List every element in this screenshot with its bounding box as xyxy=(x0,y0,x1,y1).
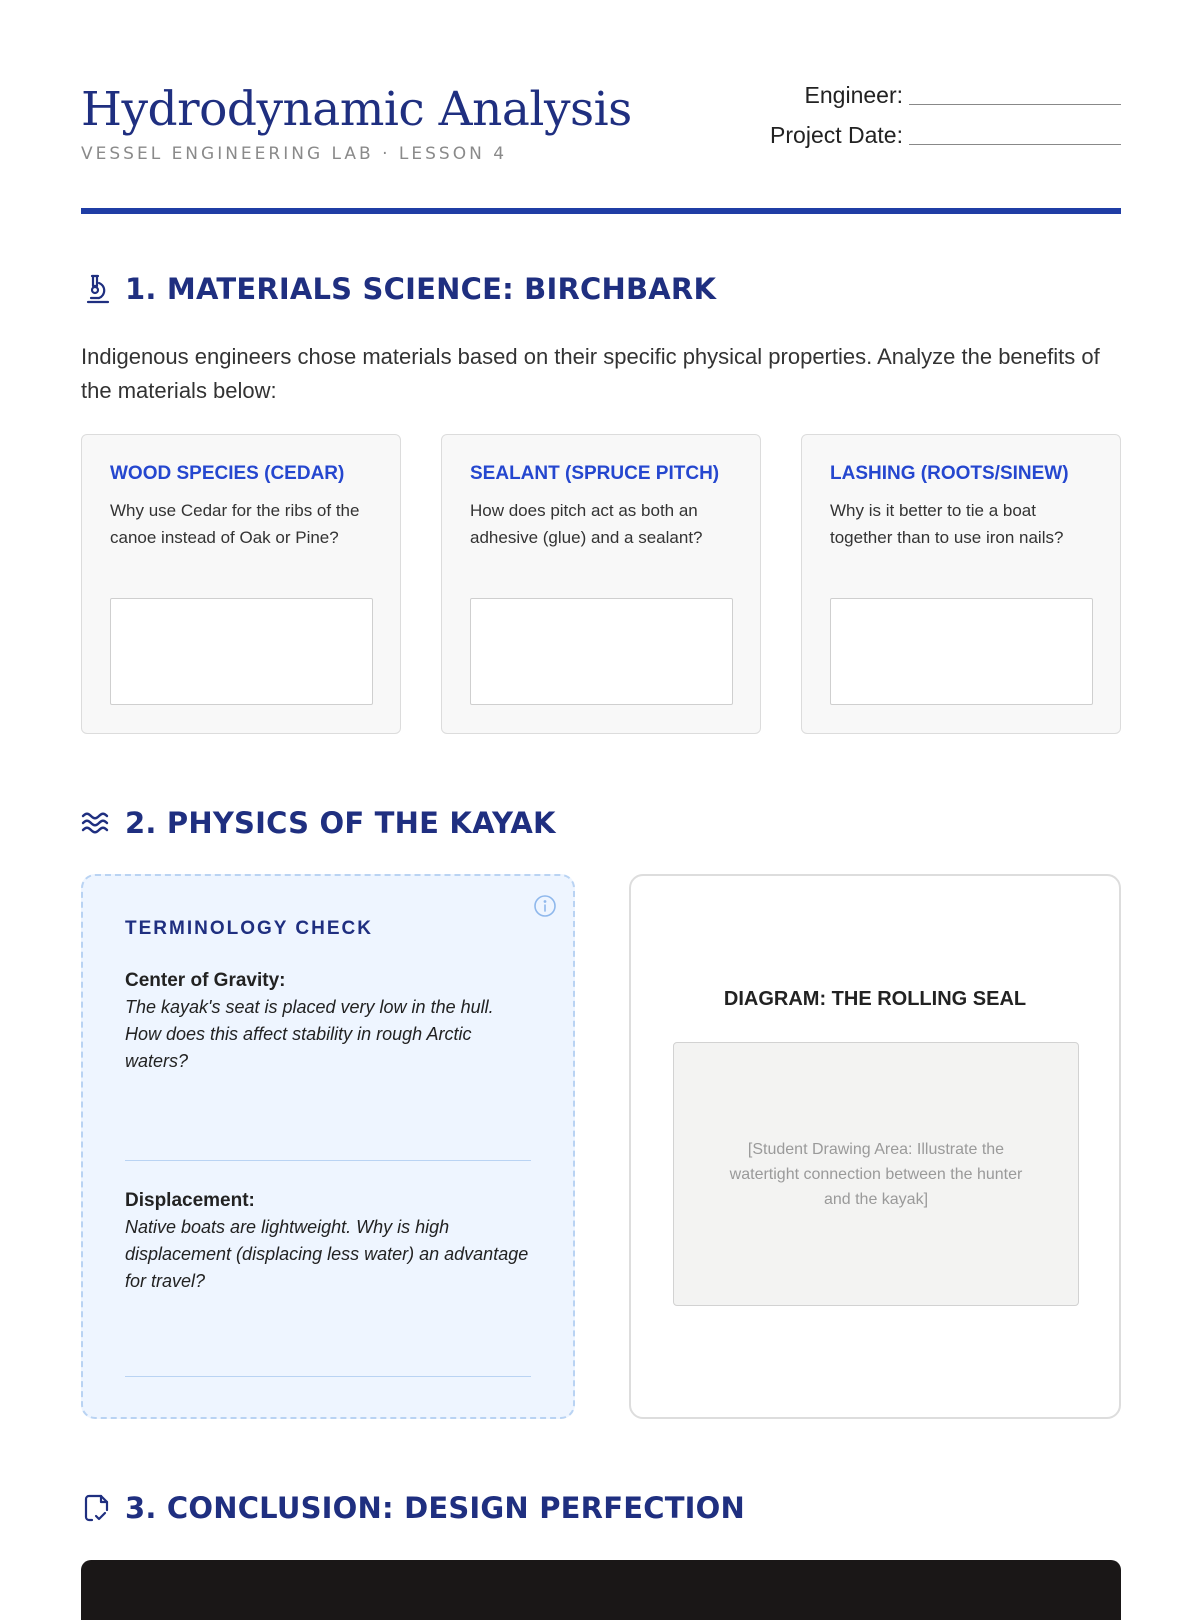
material-card-lashing xyxy=(801,434,1121,734)
term-question: The kayak's seat is placed very low in the hull. How does this affect stability in rough Arctic waters? xyxy=(125,997,494,1071)
section-conclusion-heading xyxy=(81,1491,745,1525)
page-subtitle: VESSEL ENGINEERING LAB · LESSON 4 xyxy=(81,144,508,164)
card-question: Why use Cedar for the ribs of the canoe instead of Oak or Pine? xyxy=(110,501,360,547)
material-card-cedar xyxy=(81,434,401,734)
page-title: Hydrodynamic Analysis xyxy=(81,82,632,137)
answer-line-displacement[interactable] xyxy=(125,1376,531,1377)
materials-intro: Indigenous engineers chose materials based on their specific physical properties. Analyze the benefits of the materials below: xyxy=(81,344,1100,403)
engineer-input-line[interactable] xyxy=(909,104,1121,105)
material-card-spruce-pitch xyxy=(441,434,761,734)
project-date-label: Project Date: xyxy=(770,122,903,148)
materials-cards xyxy=(81,434,1121,734)
worksheet-page xyxy=(81,0,1121,1600)
section-materials-heading xyxy=(81,272,716,306)
card-title: WOOD SPECIES (CEDAR) xyxy=(110,463,345,484)
answer-box-spruce-pitch[interactable] xyxy=(470,598,733,705)
terminology-title: TERMINOLOGY CHECK xyxy=(125,918,373,939)
microscope-icon xyxy=(81,273,111,305)
header-divider xyxy=(81,208,1121,214)
card-title: LASHING (ROOTS/SINEW) xyxy=(830,463,1069,484)
engineer-field xyxy=(805,82,1121,109)
card-question: How does pitch act as both an adhesive (glue) and a sealant? xyxy=(470,501,703,547)
terminology-panel xyxy=(81,874,575,1419)
student-drawing-area[interactable] xyxy=(673,1042,1079,1306)
diagram-title: DIAGRAM: THE ROLLING SEAL xyxy=(723,988,1027,1010)
section-physics-heading xyxy=(81,806,556,840)
card-question: Why is it better to tie a boat together than to use iron nails? xyxy=(830,501,1064,547)
section-physics-title: 2. PHYSICS OF THE KAYAK xyxy=(125,806,556,840)
drawing-placeholder: [Student Drawing Area: Illustrate the watertight connection between the hunter and the kayak] xyxy=(729,1140,1023,1208)
term-question: Native boats are lightweight. Why is high displacement (displacing less water) an advantage for travel? xyxy=(125,1217,529,1291)
waves-icon xyxy=(81,807,111,839)
card-title: SEALANT (SPRUCE PITCH) xyxy=(470,463,720,484)
project-date-input-line[interactable] xyxy=(909,144,1121,145)
section-materials-title: 1. MATERIALS SCIENCE: BIRCHBARK xyxy=(125,272,717,306)
term-label: Center of Gravity: xyxy=(125,970,286,991)
answer-line-center-of-gravity[interactable] xyxy=(125,1160,531,1161)
section-conclusion-title: 3. CONCLUSION: DESIGN PERFECTION xyxy=(125,1491,745,1525)
term-label: Displacement: xyxy=(125,1190,255,1211)
document-check-icon xyxy=(81,1492,111,1524)
answer-box-cedar[interactable] xyxy=(110,598,373,705)
term-item-center-of-gravity xyxy=(125,970,531,1075)
diagram-panel xyxy=(629,874,1121,1419)
answer-box-lashing[interactable] xyxy=(830,598,1093,705)
term-item-displacement xyxy=(125,1190,531,1295)
project-date-field xyxy=(770,122,1121,149)
info-icon xyxy=(533,894,557,918)
conclusion-panel xyxy=(81,1560,1121,1620)
engineer-label: Engineer: xyxy=(804,82,903,108)
